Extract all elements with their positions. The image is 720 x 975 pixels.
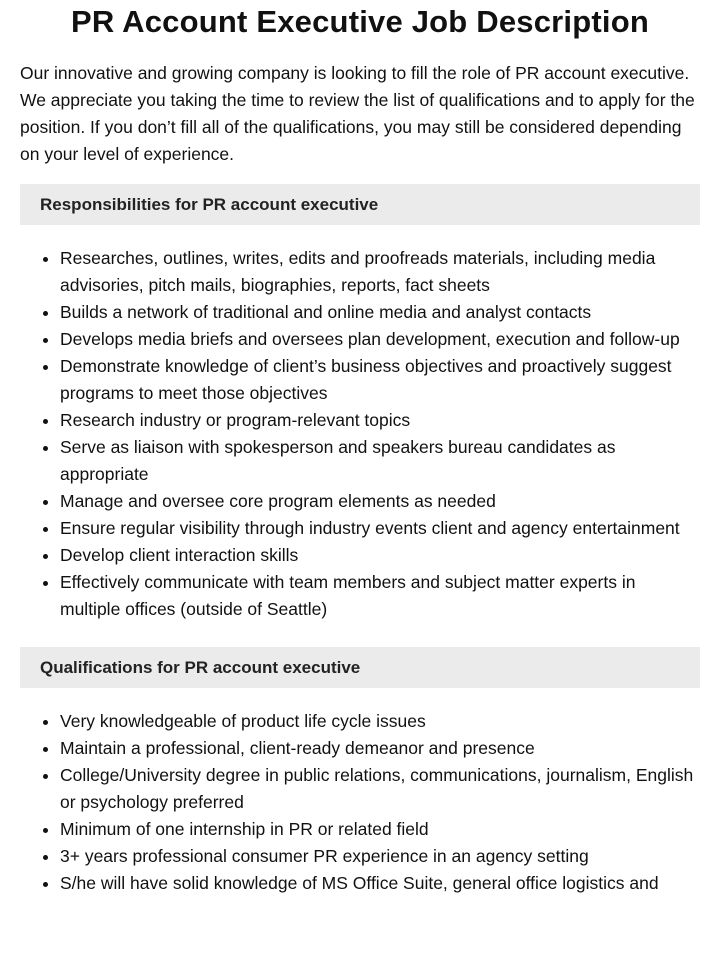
qualifications-heading: Qualifications for PR account executive: [20, 647, 700, 688]
responsibilities-heading: Responsibilities for PR account executive: [20, 184, 700, 225]
responsibilities-list: [20, 245, 700, 623]
list-item: • Develops media briefs and oversees plan development, execution and follow-up: [60, 326, 700, 353]
list-item: • Ensure regular visibility through industry events client and agency entertainment: [60, 515, 700, 542]
intro-paragraph: Our innovative and growing company is looking to fill the role of PR account executive. We appreciate you taking the time to review the list of qualifications and to apply for the position. If you don’t fill all of the qualifications, you may still be considered depending on your level of experience.: [20, 63, 695, 164]
list-item: • Demonstrate knowledge of client’s business objectives and proactively suggest programs to meet those objectives: [60, 353, 700, 407]
list-item: • Builds a network of traditional and online media and analyst contacts: [60, 299, 700, 326]
list-item: • Maintain a professional, client-ready demeanor and presence: [60, 735, 700, 762]
list-item: • Very knowledgeable of product life cycle issues: [60, 708, 700, 735]
list-item: • Develop client interaction skills: [60, 542, 700, 569]
list-item: • 3+ years professional consumer PR experience in an agency setting: [60, 843, 700, 870]
list-item: • Manage and oversee core program elements as needed: [60, 488, 700, 515]
page-title: PR Account Executive Job Description: [71, 4, 649, 39]
list-item: • College/University degree in public relations, communications, journalism, English or psychology preferred: [60, 762, 700, 816]
list-item: • S/he will have solid knowledge of MS Office Suite, general office logistics and: [60, 870, 700, 897]
list-item: • Researches, outlines, writes, edits and proofreads materials, including media advisories, pitch mails, biographies, reports, fact sheets: [60, 245, 700, 299]
list-item: • Minimum of one internship in PR or related field: [60, 816, 700, 843]
list-item: • Effectively communicate with team members and subject matter experts in multiple offices (outside of Seattle): [60, 569, 700, 623]
list-item: • Research industry or program-relevant topics: [60, 407, 700, 434]
qualifications-list: [20, 708, 700, 897]
list-item: • Serve as liaison with spokesperson and speakers bureau candidates as appropriate: [60, 434, 700, 488]
